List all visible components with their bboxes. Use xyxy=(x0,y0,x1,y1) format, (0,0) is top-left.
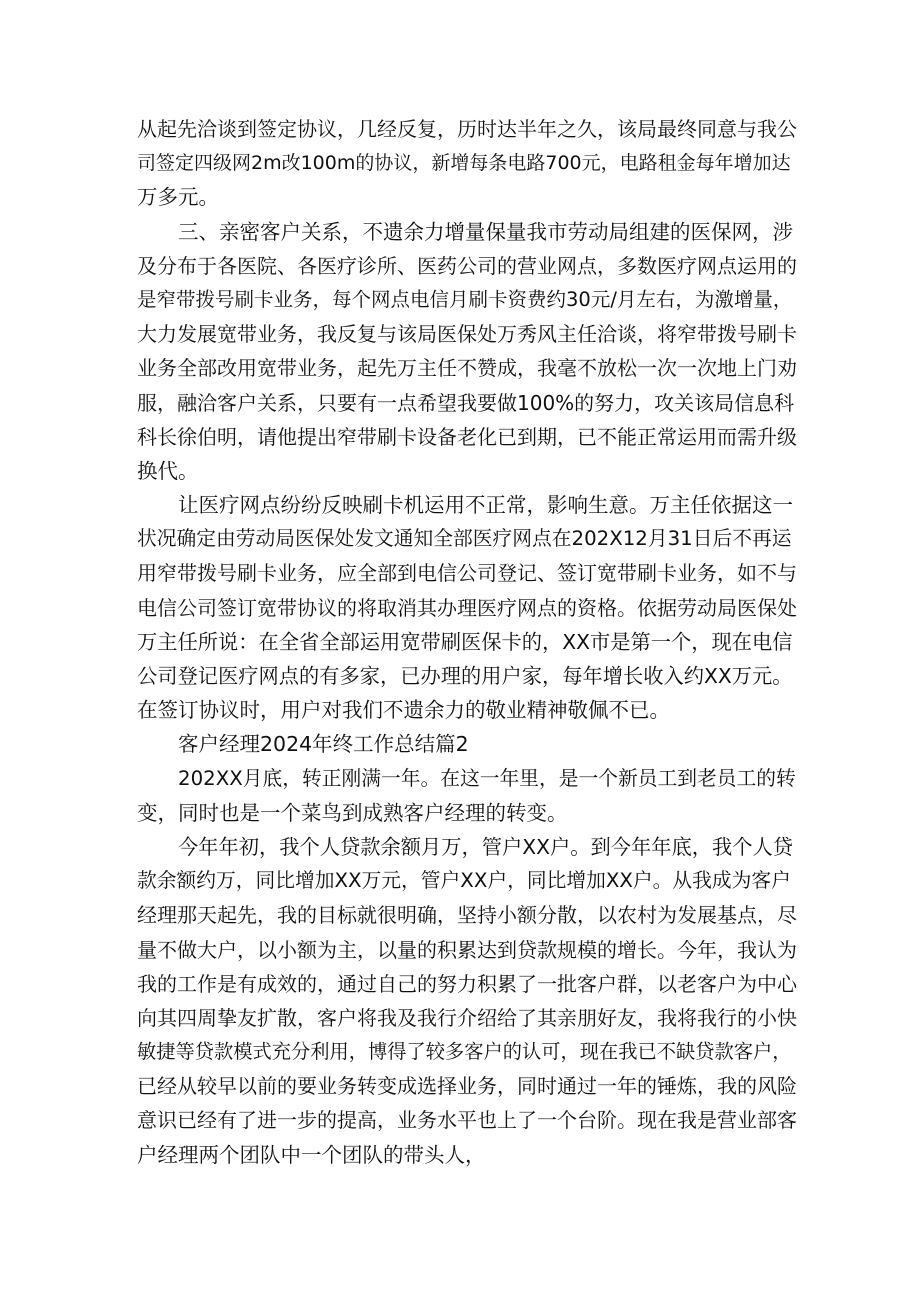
text-line: 户经理两个团队中一个团队的带头人， xyxy=(137,1142,486,1167)
text-line: 换代。 xyxy=(137,458,199,483)
text-line: 已经从较早以前的要业务转变成选择业务，同时通过一年的锤炼，我的风险 xyxy=(137,1074,797,1099)
text-line: 从起先洽谈到签定协议，几经反复，历时达半年之久，该局最终同意与我公 xyxy=(137,117,797,141)
text-line: 在签订协议时，用户对我们不遗余力的敬业精神敬佩不已。 xyxy=(137,698,670,723)
text-line: 是窄带拨号刷卡业务，每个网点电信月刷卡资费约30元/月左右，为激增量， xyxy=(137,287,793,311)
text-line: 三、亲密客户关系，不遗余力增量保量我市劳动局组建的医保网，涉 xyxy=(178,219,793,244)
text-line: 款余额约万，同比增加XX万元，管户XX户，同比增加XX户。从我成为客户 xyxy=(137,869,791,893)
text-line: 让医疗网点纷纷反映刷卡机运用不正常，影响生意。万主任依据这一 xyxy=(178,493,793,518)
text-line: 客户经理2024年终工作总结篇2 xyxy=(178,732,469,757)
text-line: 司签定四级网2m改100m的协议，新增每条电路700元，电路租金每年增加达 xyxy=(137,152,791,175)
text-line: 大力发展宽带业务，我反复与该局医保处万秀风主任洽谈，将窄带拨号刷卡 xyxy=(137,322,797,347)
text-line: 科长徐伯明，请他提出窄带刷卡设备老化已到期，已不能正常运用而需升级 xyxy=(137,424,797,449)
text-line: 我的工作是有成效的，通过自己的努力积累了一批客户群，以老客户为中心 xyxy=(137,971,797,996)
text-line: 状况确定由劳动局医保处发文通知全部医疗网点在202X12月31日后不再运 xyxy=(137,527,792,551)
text-line: 意识已经有了进一步的提高，业务水平也上了一个台阶。现在我是营业部客 xyxy=(137,1108,797,1133)
text-line: 量不做大户，以小额为主，以量的积累达到贷款规模的增长。今年，我认为 xyxy=(137,937,797,962)
text-line: 服，融洽客户关系，只要有一点希望我要做100%的努力，攻关该局信息科 xyxy=(137,390,795,415)
text-line: 公司登记医疗网点的有多家，已办理的用户家，每年增长收入约XX万元。 xyxy=(137,664,793,688)
text-line: 向其四周挚友扩散，客户将我及我行介绍给了其亲朋好友，我将我行的小快 xyxy=(137,1005,797,1030)
text-line: 202XX月底，转正刚满一年。在这一年里，是一个新员工到老员工的转 xyxy=(178,766,796,790)
text-line: 业务全部改用宽带业务，起先万主任不赞成，我毫不放松一次一次地上门劝 xyxy=(137,356,797,381)
text-line: 今年年初，我个人贷款余额月万，管户XX户。到今年年底，我个人贷 xyxy=(178,834,793,859)
text-line: 敏捷等贷款模式充分利用，博得了较多客户的认可，现在我已不缺贷款客户， xyxy=(137,1040,792,1064)
text-line: 用窄带拨号刷卡业务，应全部到电信公司登记、签订宽带刷卡业务，如不与 xyxy=(137,561,797,586)
text-line: 万主任所说：在全省全部运用宽带刷医保卡的，XX市是第一个，现在电信 xyxy=(137,629,793,654)
text-line: 万多元。 xyxy=(137,185,219,210)
text-line: 经理那天起先，我的目标就很明确，坚持小额分散，以农村为发展基点，尽 xyxy=(137,903,797,928)
text-line: 电信公司签订宽带协议的将取消其办理医疗网点的资格。依据劳动局医保处 xyxy=(137,595,797,620)
document-body xyxy=(137,112,797,1172)
text-line: 变，同时也是一个菜鸟到成熟客户经理的转变。 xyxy=(137,800,568,825)
text-line: 及分布于各医院、各医疗诊所、医药公司的营业网点，多数医疗网点运用的 xyxy=(137,253,797,278)
